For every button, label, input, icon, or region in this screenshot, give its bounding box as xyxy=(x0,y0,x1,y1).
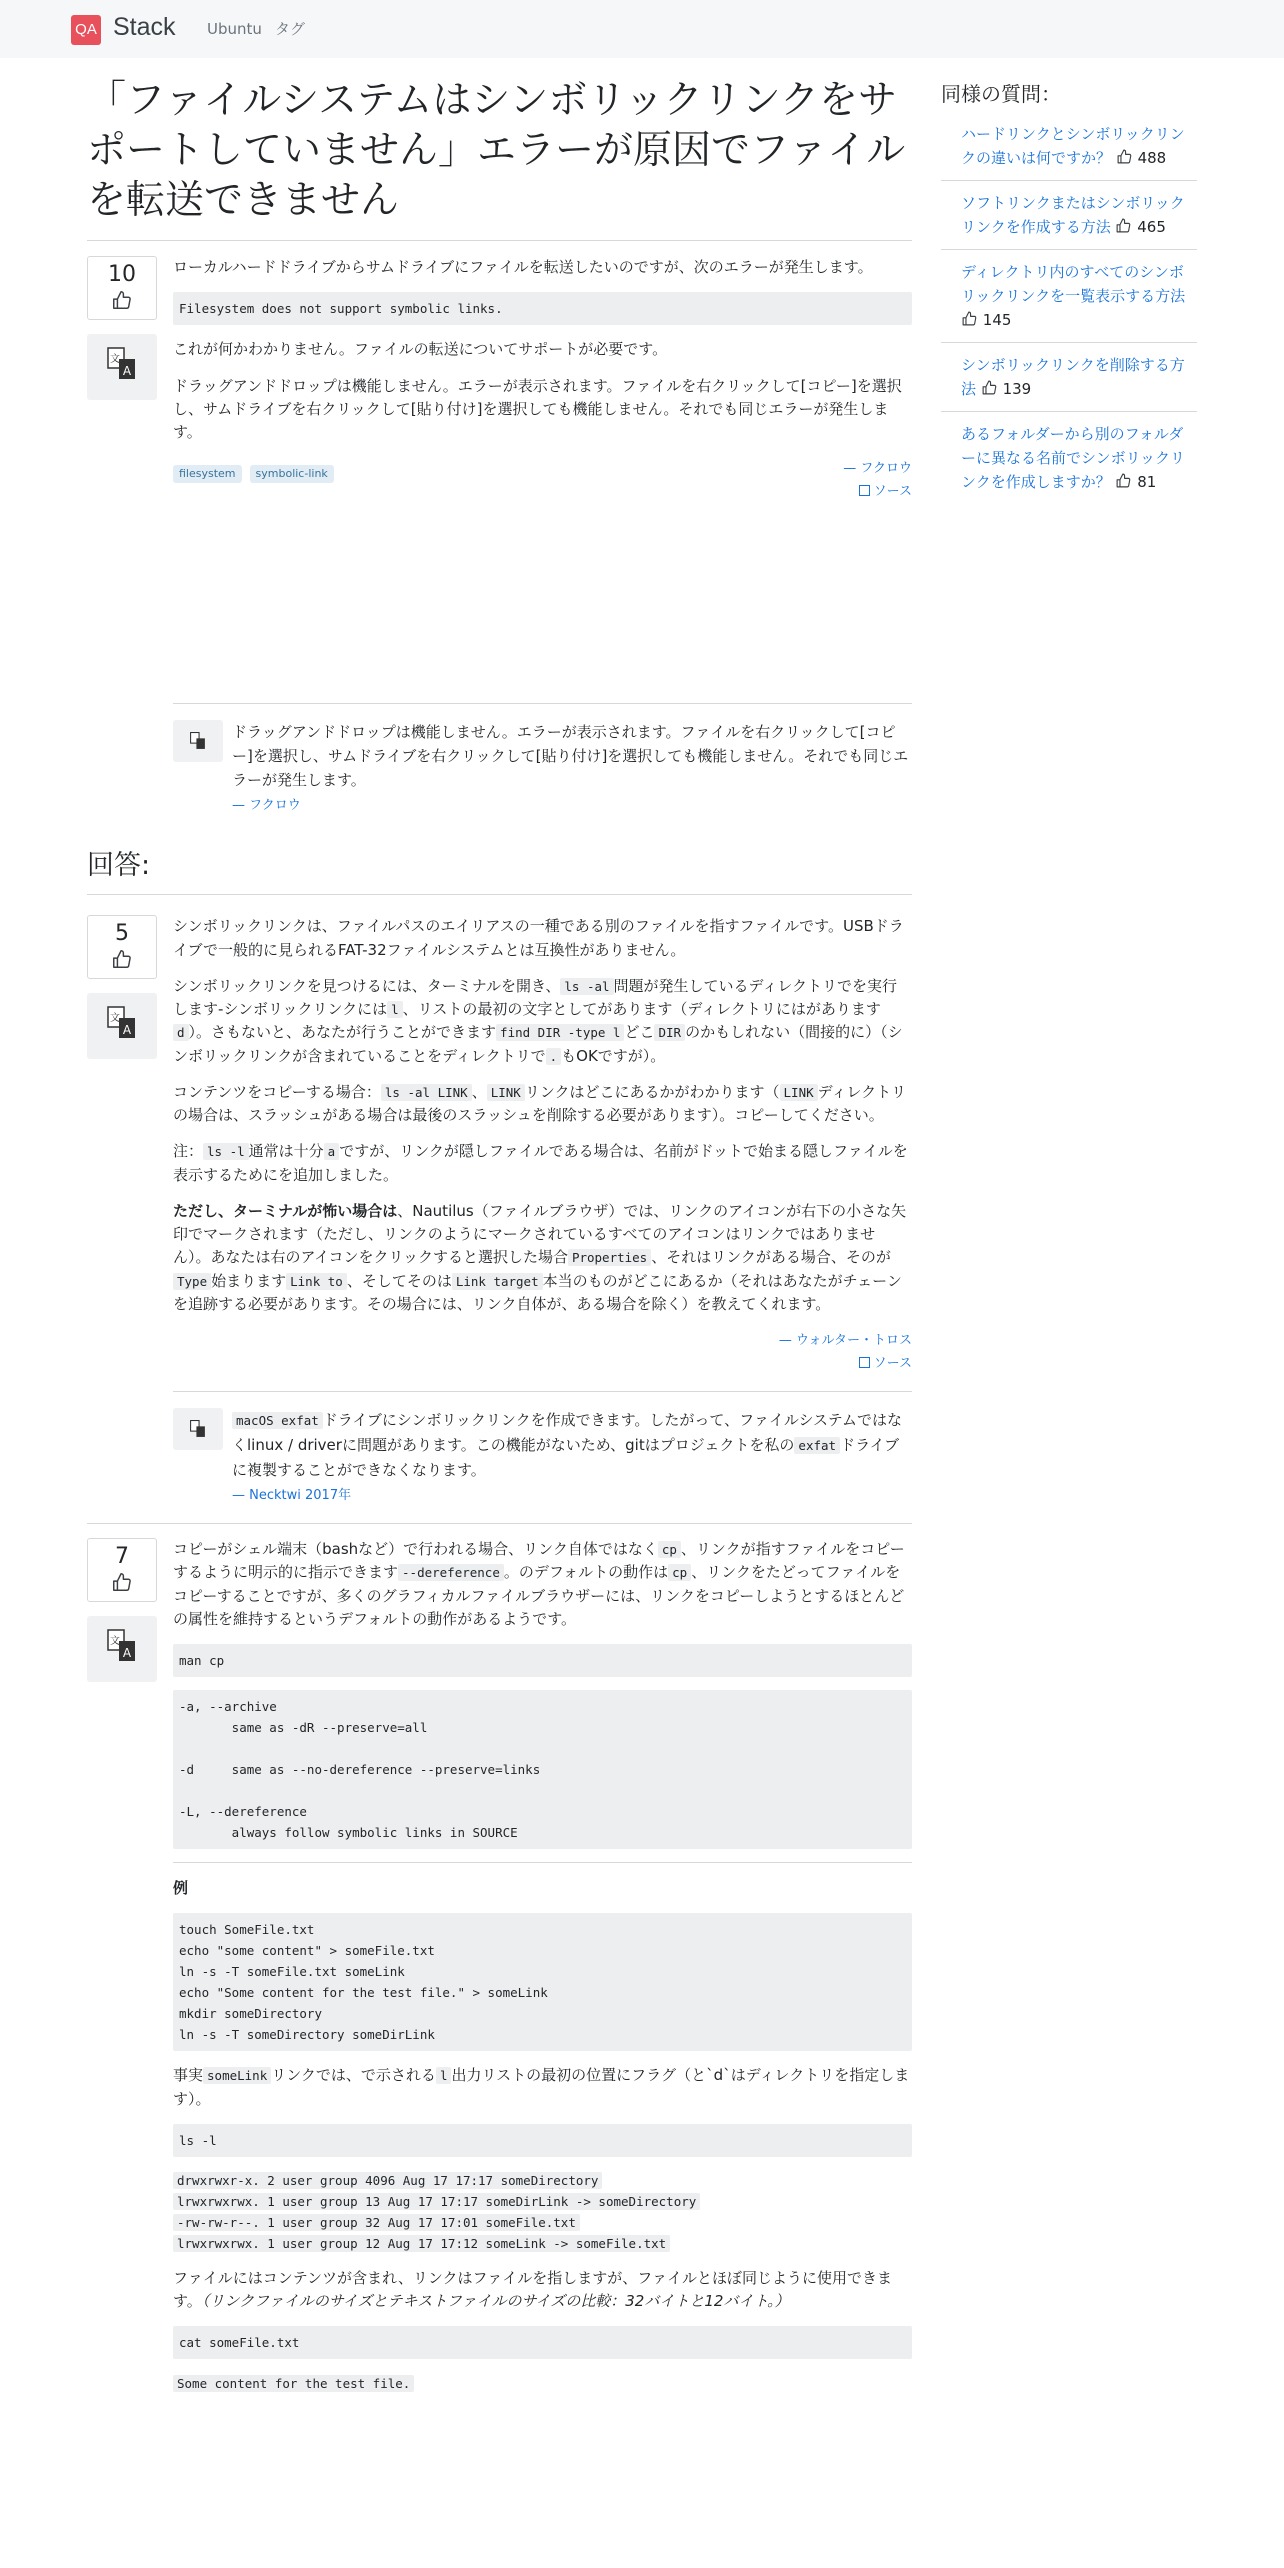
main-column xyxy=(87,76,912,2409)
answer-paragraph: シンボリックリンクを見つけるには、ターミナルを開き、 ls -al 問題が発生しているディレクトリでを実行します-シンボリックリンクには l 、リストの最初の文字としてがあります（ディレクトリにはがありますd ）。さもないと、あなたが行うことができます find DIR -type l どこ DIR のかもしれない（間接的に）（シンボリックリンクが含まれていることをディレクトリで . もOKですが）。 xyxy=(173,976,903,1065)
thumbs-up-icon[interactable] xyxy=(111,289,133,311)
avatar xyxy=(87,993,157,1059)
svg-text:文: 文 xyxy=(110,354,120,365)
thumbs-up-icon xyxy=(1115,217,1132,234)
answer-paragraph: 注： ls -l 通常は十分 a ですが、リンクが隠しファイルである場合は、名前がドットで始まる隠しファイルを表示するためにを追加しました。 xyxy=(173,1142,908,1184)
vote-box xyxy=(87,1538,157,1602)
thumbs-up-icon xyxy=(961,310,978,327)
code-block: -a, --archive same as -dR --preserve=all -d same as --no-dereference --preserve=links -L, --dereference always follow symbolic links in SOURCE xyxy=(173,1690,912,1849)
author-link[interactable]: — ウォルター・トロス xyxy=(778,1333,912,1348)
question-paragraph: これが何かわかりません。ファイルの転送についてサポートが必要です。 xyxy=(173,340,668,359)
thumbs-up-icon[interactable] xyxy=(111,948,133,970)
code-block: touch SomeFile.txt echo "some content" > someFile.txt ln -s -T someFile.txt someLink echo "Some content for the test file." > someLink mkdir someDirectory ln -s -T someDirectory someDirLink xyxy=(173,1913,912,2051)
vote-box xyxy=(87,915,157,979)
related-question-score: 81 xyxy=(1137,473,1157,491)
related-question xyxy=(941,412,1197,504)
divider xyxy=(87,1523,912,1524)
author-link[interactable]: — フクロウ xyxy=(843,461,912,477)
related-question xyxy=(941,250,1197,343)
related-question-score: 145 xyxy=(982,311,1012,329)
answer-paragraph: 事実 someLink リンクでは、で示される l 出力リストの最初の位置にフラグ（と`d`はディレクトリを指定します）。 xyxy=(173,2066,910,2108)
thumbs-up-icon[interactable] xyxy=(111,1571,133,1593)
nav-link-ubuntu[interactable]: Ubuntu xyxy=(207,20,262,38)
answer-body xyxy=(173,915,912,1375)
question-title: 「ファイルシステムはシンボリックリンクをサポートしていません」エラーが原因でファイルを転送できません xyxy=(87,76,912,241)
related-question xyxy=(941,343,1197,412)
answer-paragraph: シンボリックリンクは、ファイルパスのエイリアスの一種である別のファイルを指すファイルです。USBドライブで一般的に見られるFAT-32ファイルシステムとは互換性がありません。 xyxy=(173,917,904,959)
ls-output-line: drwxrwxr-x. 2 user group 4096 Aug 17 17:17 someDirectory xyxy=(173,2172,602,2189)
code-block: ls -l xyxy=(173,2124,912,2157)
question-body xyxy=(173,256,912,503)
translate-icon xyxy=(189,1420,207,1438)
tag-list xyxy=(173,465,334,483)
related-question xyxy=(941,112,1197,181)
related-questions-sidebar xyxy=(941,76,1197,504)
related-question-link[interactable]: ディレクトリ内のすべてのシンボリックリンクを一覧表示する方法 xyxy=(961,263,1186,305)
site-brand[interactable]: Stack xyxy=(113,13,176,41)
related-question-link[interactable]: ソフトリンクまたはシンボリックリンクを作成する方法 xyxy=(961,194,1185,236)
related-question xyxy=(941,181,1197,250)
related-question-link[interactable]: シンボリックリンクを削除する方法 xyxy=(961,356,1185,398)
answer-paragraph: コンテンツをコピーする場合： ls -al LINK 、 LINK リンクはどこにあるかがわかります（ LINK ディレクトリの場合は、スラッシュがある場合は最後のスラッシュを削除する必要があります）。コピーしてください。 xyxy=(173,1082,907,1124)
vote-cell xyxy=(87,1538,173,2409)
code-block: cat someFile.txt xyxy=(173,2326,912,2359)
thumbs-up-icon xyxy=(1116,148,1133,165)
top-navbar xyxy=(0,0,1284,58)
answer-paragraph: コピーがシェル端末（bashなど）で行われる場合、リンク自体ではなく cp 、リンクが指すファイルをコピーするように明示的に指示できます --dereference 。のデフォルトの動作は cp 、リンクをたどってファイルをコピーすることですが、多くのグラフィカルファイルブラウザーには、リンクをコピーしようとするほとんどの属性を維持するというデフォルトの動作があるようです。 xyxy=(173,1540,905,1628)
svg-text:A: A xyxy=(122,1023,132,1038)
tag-filesystem[interactable]: filesystem xyxy=(173,465,242,483)
answers-heading: 回答: xyxy=(87,848,912,895)
site-logo[interactable]: QA xyxy=(71,15,101,45)
question-paragraph: ローカルハードドライブからサムドライブにファイルを転送したいのですが、次のエラーが発生します。 xyxy=(173,258,873,276)
thumbs-up-icon xyxy=(1115,472,1132,489)
vote-cell xyxy=(87,256,173,503)
related-question-score: 139 xyxy=(1002,380,1032,398)
thumbs-up-icon xyxy=(981,379,998,396)
answer-post xyxy=(87,915,912,1375)
source-link[interactable]: ソース xyxy=(859,1356,912,1371)
avatar xyxy=(87,334,157,400)
translate-icon xyxy=(189,732,207,750)
translate-icon xyxy=(107,1629,137,1663)
source-link[interactable]: ソース xyxy=(859,484,912,499)
vote-count: 7 xyxy=(115,1544,129,1569)
translate-icon xyxy=(107,347,137,381)
answer-paragraph: ファイルにはコンテンツが含まれ、リンクはファイルを指しますが、ファイルとほぼ同じように使用できます。（リンクファイルのサイズとテキストファイルのサイズの比較：32バイトと12バイト。） xyxy=(173,2268,892,2310)
example-heading: 例 xyxy=(173,1879,189,1897)
comment xyxy=(173,703,912,818)
question-post xyxy=(87,256,912,503)
related-question-score: 488 xyxy=(1137,149,1167,167)
nav-link-tags[interactable]: タグ xyxy=(275,20,306,38)
sidebar-heading: 同様の質問： xyxy=(941,82,1061,106)
comment-user[interactable]: — Necktwi 2017年 xyxy=(232,1488,352,1503)
vote-count: 5 xyxy=(115,921,129,947)
svg-text:文: 文 xyxy=(110,1636,120,1647)
command-output: Some content for the test file. xyxy=(173,2372,912,2395)
svg-text:A: A xyxy=(122,1646,132,1660)
answer-paragraph: ただし、ターミナルが怖い場合は、Nautilus（ファイルブラウザ）では、リンクのアイコンが右下の小さな矢印でマークされます（ただし、リンクのようにマークされているすべてのアイコンはリンクではありません）。あなたは右のアイコンをクリックすると選択した場合 Properties 、それはリンクがある場合、そのがType 始まります Link to 、そしてそのは Link target 本当のものがどこにあるか（それはあなたがチェーンを追跡する必要があります。その場合には、リンク自体が、ある場合を除く）を教えてくれます。 xyxy=(173,1201,907,1313)
comment-avatar xyxy=(173,1408,223,1450)
ls-output xyxy=(173,2170,912,2254)
svg-text:A: A xyxy=(122,364,132,378)
external-link-icon xyxy=(859,485,870,496)
vote-cell xyxy=(87,915,173,1375)
divider xyxy=(173,1862,912,1863)
tag-symbolic-link[interactable]: symbolic-link xyxy=(250,465,334,483)
error-code-block: Filesystem does not support symbolic links. xyxy=(173,292,912,325)
post-signature xyxy=(173,1329,912,1375)
comment-text: ドラッグアンドドロップは機能しません。エラーが表示されます。ファイルを右クリックして[コピー]を選択し、サムドライブを右クリックして[貼り付け]を選択しても機能しません。それでも同じエラーが発生します。 xyxy=(232,723,909,790)
avatar xyxy=(87,1616,157,1682)
related-question-link[interactable]: あるフォルダーから別のフォルダーに異なる名前でシンボリックリンクを作成しますか？ xyxy=(961,425,1186,491)
external-link-icon xyxy=(859,1357,870,1368)
comment-avatar xyxy=(173,720,223,762)
question-paragraph: ドラッグアンドドロップは機能しません。エラーが表示されます。ファイルを右クリックして[コピー]を選択し、サムドライブを右クリックして[貼り付け]を選択しても機能しません。それでも同じエラーが発生します。 xyxy=(173,376,902,441)
code-block: man cp xyxy=(173,1644,912,1677)
related-question-score: 465 xyxy=(1137,218,1166,236)
vote-count: 10 xyxy=(108,262,136,287)
post-signature xyxy=(843,457,912,503)
svg-text:文: 文 xyxy=(110,1013,120,1025)
vote-box xyxy=(87,256,157,320)
related-question-link[interactable]: ハードリンクとシンボリックリンクの違いは何ですか？ xyxy=(961,125,1185,167)
comment-text: macOS exfat ドライブにシンボリックリンクを作成できます。したがって、ファイルシステムではなくlinux / driverに問題があります。この機能がないため、gitはプロジェクトを私の exfat ドライブに複製することができなくなります。 xyxy=(232,1411,902,1479)
translate-icon xyxy=(107,1006,137,1040)
ls-output-line: lrwxrwxrwx. 1 user group 13 Aug 17 17:17 someDirLink -> someDirectory xyxy=(173,2193,700,2210)
comment-user[interactable]: — フクロウ xyxy=(232,798,301,814)
answer-post xyxy=(87,1538,912,2409)
ls-output-line: lrwxrwxrwx. 1 user group 12 Aug 17 17:12 someLink -> someFile.txt xyxy=(173,2235,670,2252)
answer-body xyxy=(173,1538,912,2409)
comment xyxy=(173,1391,912,1508)
ls-output-line: -rw-rw-r--. 1 user group 32 Aug 17 17:01 someFile.txt xyxy=(173,2214,580,2231)
